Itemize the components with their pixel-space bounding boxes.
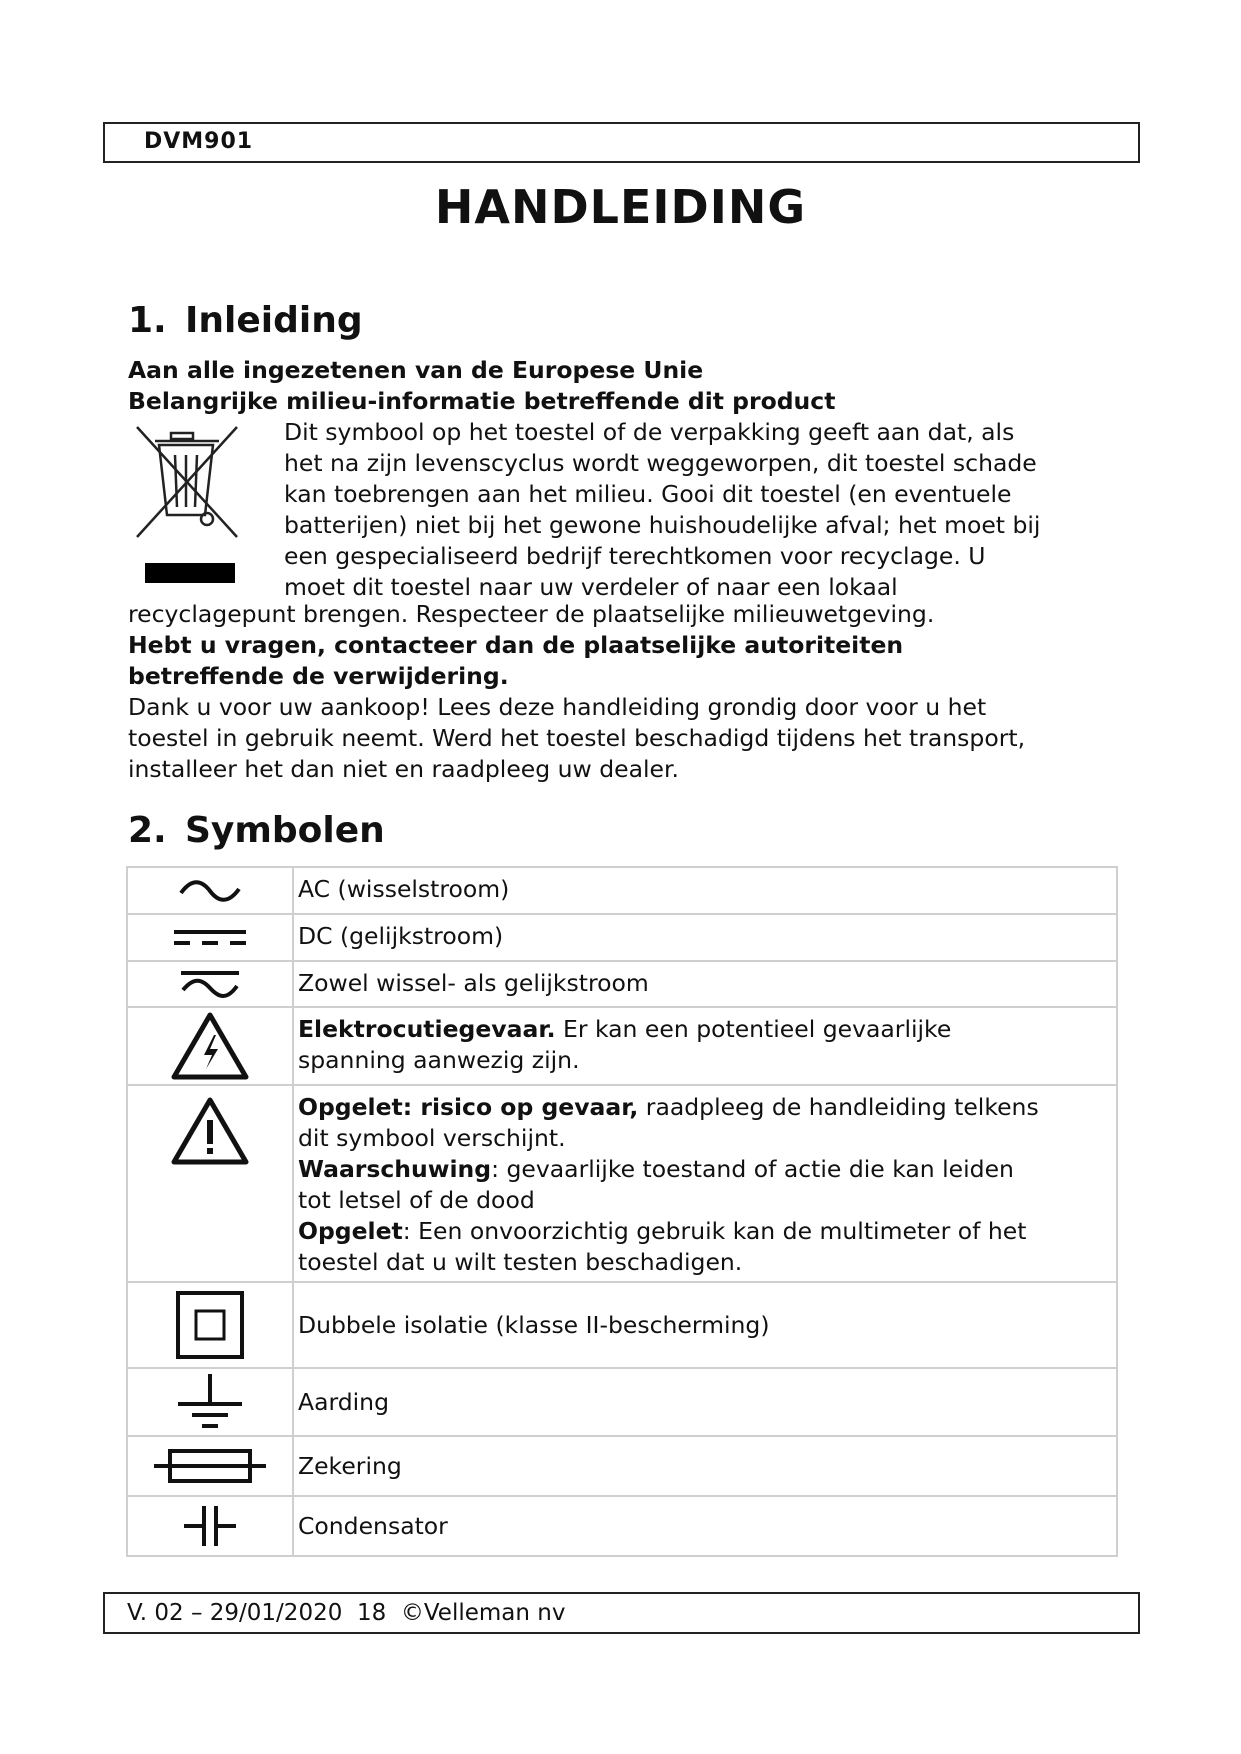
high-voltage-warning-icon bbox=[170, 1011, 250, 1081]
table-row bbox=[127, 1007, 1117, 1085]
footer-text: V. 02 – 29/01/2020 18 ©Velleman nv bbox=[127, 1600, 566, 1626]
warning-label: Waarschuwing bbox=[298, 1155, 492, 1183]
table-row bbox=[127, 1085, 1117, 1282]
shock-text: spanning aanwezig zijn. bbox=[298, 1046, 580, 1074]
weee-bin-icon bbox=[133, 425, 243, 590]
section-2-title: Symbolen bbox=[185, 810, 385, 851]
footer-box bbox=[103, 1592, 1140, 1634]
ac-wave-icon bbox=[175, 879, 245, 903]
symbol-description: AC (wisselstroom) bbox=[293, 867, 1117, 914]
header-box bbox=[103, 122, 1140, 163]
thanks-line: Dank u voor uw aankoop! Lees deze handleiding grondig door voor u het bbox=[128, 693, 987, 721]
shock-label: Elektrocutiegevaar. bbox=[298, 1015, 556, 1043]
section-1-heading bbox=[128, 300, 363, 341]
attention-text: : Een onvoorzichtig gebruik kan de multimeter of het bbox=[402, 1217, 1027, 1245]
thanks-line: installeer het dan niet en raadpleeg uw dealer. bbox=[128, 755, 679, 783]
caution-label: Opgelet: risico op gevaar, bbox=[298, 1093, 639, 1121]
symbols-table bbox=[126, 866, 1118, 1557]
weee-text-line: recyclagepunt brengen. Respecteer de plaatselijke milieuwetgeving. bbox=[128, 600, 935, 628]
section-1-number: 1. bbox=[128, 300, 167, 341]
double-insulation-icon bbox=[175, 1290, 245, 1360]
weee-text-line: Dit symbool op het toestel of de verpakking geeft aan dat, als bbox=[284, 418, 1015, 446]
caution-text: dit symbool verschijnt. bbox=[298, 1124, 566, 1152]
ac-dc-icon bbox=[177, 968, 243, 1000]
caution-warning-icon bbox=[170, 1096, 250, 1166]
table-row bbox=[127, 1436, 1117, 1496]
symbol-description: DC (gelijkstroom) bbox=[293, 914, 1117, 961]
shock-text: Er kan een potentieel gevaarlijke bbox=[555, 1015, 952, 1043]
section-1-title: Inleiding bbox=[185, 300, 363, 341]
attention-label: Opgelet bbox=[298, 1217, 403, 1245]
warning-text: : gevaarlijke toestand of actie die kan leiden bbox=[491, 1155, 1014, 1183]
section-2-number: 2. bbox=[128, 810, 167, 851]
symbol-description: Dubbele isolatie (klasse II-bescherming) bbox=[293, 1282, 1117, 1368]
weee-text-line: batterijen) niet bij het gewone huishoudelijke afval; het moet bij bbox=[284, 511, 1041, 539]
dc-icon bbox=[172, 926, 248, 950]
weee-text-line: moet dit toestel naar uw verdeler of naar een lokaal bbox=[284, 573, 898, 601]
ground-icon bbox=[175, 1372, 245, 1432]
weee-text-line: het na zijn levenscyclus wordt weggeworpen, dit toestel schade bbox=[284, 449, 1037, 477]
section-2-heading bbox=[128, 810, 385, 851]
model-number: DVM901 bbox=[144, 129, 254, 154]
eu-residents-line: Aan alle ingezetenen van de Europese Unie bbox=[128, 356, 704, 384]
weee-text-line: kan toebrengen aan het milieu. Gooi dit toestel (en eventuele bbox=[284, 480, 1012, 508]
table-row bbox=[127, 914, 1117, 961]
symbol-description: Condensator bbox=[293, 1496, 1117, 1556]
table-row bbox=[127, 867, 1117, 914]
table-row bbox=[127, 1496, 1117, 1556]
thanks-line: toestel in gebruik neemt. Werd het toestel beschadigd tijdens het transport, bbox=[128, 724, 1026, 752]
warning-text: tot letsel of de dood bbox=[298, 1186, 535, 1214]
environment-info-line: Belangrijke milieu-informatie betreffende dit product bbox=[128, 387, 836, 415]
page-title: HANDLEIDING bbox=[434, 180, 807, 234]
capacitor-icon bbox=[182, 1504, 238, 1548]
fuse-icon bbox=[152, 1447, 268, 1485]
weee-text-line: een gespecialiseerd bedrijf terechtkomen voor recyclage. U bbox=[284, 542, 986, 570]
table-row bbox=[127, 1368, 1117, 1436]
table-row bbox=[127, 1282, 1117, 1368]
contact-authorities-line: Hebt u vragen, contacteer dan de plaatselijke autoriteiten bbox=[128, 631, 904, 659]
caution-text: raadpleeg de handleiding telkens bbox=[638, 1093, 1039, 1121]
contact-authorities-line: betreffende de verwijdering. bbox=[128, 662, 509, 690]
symbol-description: Zekering bbox=[293, 1436, 1117, 1496]
table-row bbox=[127, 961, 1117, 1007]
symbol-description: Aarding bbox=[293, 1368, 1117, 1436]
symbol-description: Zowel wissel- als gelijkstroom bbox=[293, 961, 1117, 1007]
attention-text: toestel dat u wilt testen beschadigen. bbox=[298, 1248, 743, 1276]
